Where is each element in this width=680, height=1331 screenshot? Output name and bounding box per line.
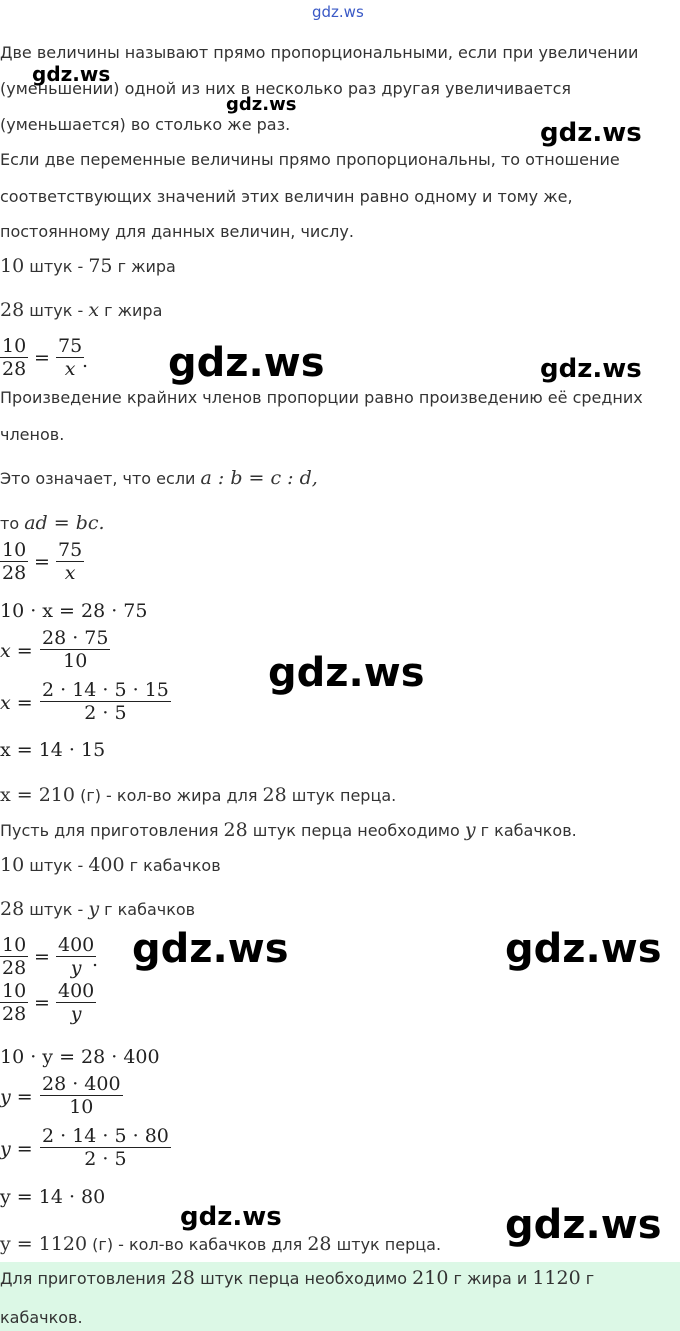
equation: 10 · y = 28 · 400 — [0, 1046, 160, 1068]
fat-line-1: 10 штук - 75 г жира — [0, 255, 176, 277]
definition-line: (уменьшается) во столько же раз. — [0, 115, 291, 134]
rule-line: Произведение крайних членов пропорции равно произведению её средних — [0, 388, 643, 407]
equals-sign: = — [34, 946, 50, 968]
definition-line: Если две переменные величины прямо пропорциональны, то отношение — [0, 150, 620, 169]
definition-line: Две величины называют прямо пропорциональными, если при увеличении — [0, 43, 639, 62]
answer-line-1: Для приготовления 28 штук перца необходимо 210 г жира и 1120 г — [0, 1267, 595, 1289]
watermark: gdz.ws — [540, 354, 642, 384]
equals-sign: = — [34, 992, 50, 1014]
definition-line: постоянному для данных величин, числу. — [0, 222, 354, 241]
fat-result: x = 210 (г) - кол-во жира для 28 штук перца. — [0, 784, 397, 806]
watermark: gdz.ws — [180, 1202, 282, 1232]
equation-lhs: x = — [0, 692, 33, 714]
answer-block — [0, 1262, 680, 1331]
equation: y = 14 · 80 — [0, 1186, 106, 1208]
fraction: $\frac{400}{y}$ — [58, 934, 95, 979]
fraction: $\frac{28 \cdot 400}{10}$ — [42, 1073, 121, 1118]
zucchini-intro: Пусть для приготовления 28 штук перца необходимо y г кабачков. — [0, 819, 577, 841]
fraction: $\frac{2 \cdot 14 \cdot 5 \cdot 80}{2 \cdot 5}$ — [42, 1125, 169, 1170]
fraction: $\frac{2 \cdot 14 \cdot 5 \cdot 15}{2 \cdot 5}$ — [42, 679, 169, 724]
watermark: gdz.ws — [540, 118, 642, 148]
rule-line: то ad = bc. — [0, 512, 105, 534]
fraction: $\frac{28 \cdot 75}{10}$ — [42, 627, 109, 672]
period: . — [92, 949, 99, 971]
watermark: gdz.ws — [168, 340, 325, 386]
equation: 10 · x = 28 · 75 — [0, 600, 148, 622]
fraction: $\frac{10}{28}$ — [2, 539, 27, 584]
fraction: $\frac{10}{28}$ — [2, 980, 27, 1025]
answer-line-2: кабачков. — [0, 1308, 83, 1327]
fraction: $\frac{400}{y}$ — [58, 980, 95, 1025]
fat-line-2: 28 штук - x г жира — [0, 299, 163, 321]
watermark: gdz.ws — [505, 926, 662, 972]
equation-lhs: y = — [0, 1138, 33, 1160]
zucchini-line-1: 10 штук - 400 г кабачков — [0, 854, 221, 876]
definition-line: (уменьшении) одной из них в несколько раз другая увеличивается — [0, 79, 572, 98]
rule-line: Это означает, что если a : b = c : d, — [0, 467, 318, 489]
watermark: gdz.ws — [505, 1202, 662, 1248]
fraction: $\frac{75}{x}$ — [58, 335, 83, 380]
watermark: gdz.ws — [132, 926, 289, 972]
equation-lhs: y = — [0, 1086, 33, 1108]
watermark: gdz.ws — [32, 62, 111, 86]
fraction: $\frac{10}{28}$ — [2, 934, 27, 979]
equals-sign: = — [34, 347, 50, 369]
zucchini-line-2: 28 штук - y г кабачков — [0, 898, 196, 920]
equation: x = 14 · 15 — [0, 739, 106, 761]
rule-line: членов. — [0, 425, 65, 444]
equation-lhs: x = — [0, 640, 33, 662]
period: . — [82, 350, 89, 372]
watermark: gdz.ws — [268, 650, 425, 696]
definition-line: соответствующих значений этих величин равно одному и тому же, — [0, 187, 573, 206]
fraction: $\frac{75}{x}$ — [58, 539, 83, 584]
fraction: $\frac{10}{28}$ — [2, 335, 27, 380]
top-watermark: gdz.ws — [312, 3, 364, 21]
equals-sign: = — [34, 551, 50, 573]
zucchini-result: y = 1120 (г) - кол-во кабачков для 28 штук перца. — [0, 1233, 442, 1255]
watermark: gdz.ws — [226, 94, 297, 115]
